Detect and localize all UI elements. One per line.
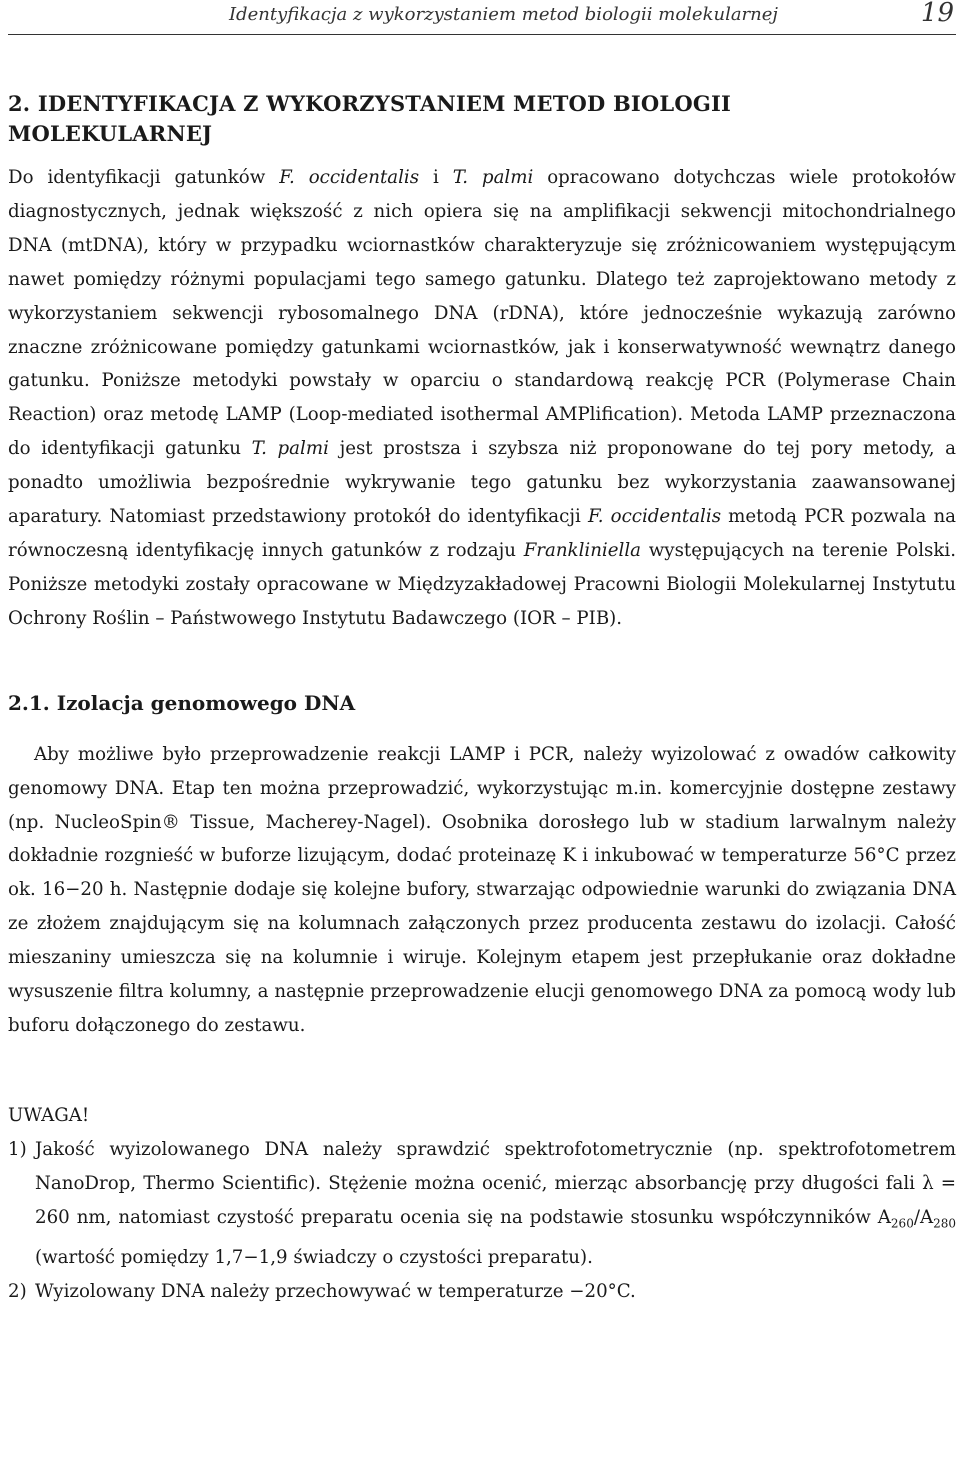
text-run: /A xyxy=(913,1206,934,1228)
subsection-heading: 2.1. Izolacja genomowego DNA xyxy=(8,690,356,715)
note-item xyxy=(8,1133,956,1275)
page-number: 19 xyxy=(920,0,954,28)
section-heading xyxy=(8,89,956,149)
genus-name: Frankliniella xyxy=(523,539,641,561)
text-run: metodą PCR pozwala na równoczesną identyfikację innych gatunków z rodzaju xyxy=(8,506,956,561)
note-number: 1) xyxy=(8,1138,27,1160)
note-number: 2) xyxy=(8,1281,27,1303)
intro-paragraph xyxy=(8,161,956,636)
text-run: Do identyfikacji gatunków xyxy=(8,167,280,188)
running-header-title: Identyfikacja z wykorzystaniem metod biologii molekularnej xyxy=(228,4,778,25)
section-heading-line1: 2. IDENTYFIKACJA Z WYKORZYSTANIEM METOD BIOLOGII xyxy=(8,91,732,116)
subscript: 260 xyxy=(890,1216,914,1231)
document-page xyxy=(8,0,956,1309)
text-run: Jakość wyizolowanego DNA należy sprawdzić spektrofotometrycznie (np. spektrofotometrem NanoDrop, Thermo Scientific). Stężenie można ocenić, mierząc absorbancję przy długości fali λ = 260 nm, natomiast czystość preparatu ocenia się na podstawie stosunku współczynników A xyxy=(35,1138,956,1228)
section-heading-line2: MOLEKULARNEJ xyxy=(8,121,213,146)
text-run: i xyxy=(419,167,453,188)
isolation-paragraph: Aby możliwe było przeprowadzenie reakcji LAMP i PCR, należy wyizolować z owadów całkowity genomowy DNA. Etap ten można przeprowadzić, wykorzystując m.in. komercyjnie dostępne zestawy (np. NucleoSpin® Tissue, Macherey-Nagel). Osobnika dorosłego lub w stadium larwalnym należy dokładnie rozgnieść w buforze lizującym, dodać proteinazę K i inkubować w temperaturze 56°C przez ok. 16−20 h. Następnie dodaje się kolejne bufory, stwarzając odpowiednie warunki do związania DNA ze złożem znajdującym się na kolumnach załączonych przez producenta zestawu do izolacji. Całość mieszaniny umieszcza się na kolumnie i wiruje. Kolejnym etapem jest przepłukanie oraz dokładne wysuszenie filtra kolumny, a następnie przeprowadzenie elucji genomowego DNA za pomocą wody lub buforu dołączonego do zestawu. xyxy=(8,743,956,1036)
note-item xyxy=(8,1275,956,1309)
text-run: Wyizolowany DNA należy przechowywać w temperaturze −20°C. xyxy=(35,1281,636,1303)
text-run: opracowano dotychczas wiele protokołów diagnostycznych, jednak większość z nich opiera się na amplifikacji sekwencji mitochondrialnego DNA (mtDNA), który w przypadku wciornastków charakteryzuje się zróżnicowaniem występującym nawet pomiędzy różnymi populacjami tego samego gatunku. Dlatego też zaprojektowano metody z wykorzystaniem sekwencji rybosomalnego DNA (rDNA), które jednocześnie wykazują zarówno znaczne zróżnicowane pomiędzy gatunkami wciornastków, jak i konserwatywność wewnątrz danego gatunku. Poniższe metodyki powstały w oparciu o standardową reakcję PCR (Polymerase Chain Reaction) oraz metodę LAMP (Loop-mediated isothermal AMPlification). Metoda LAMP przeznaczona do identyfikacji gatunku xyxy=(8,167,956,460)
running-header xyxy=(8,0,956,35)
note-label: UWAGA! xyxy=(8,1104,90,1126)
subscript: 280 xyxy=(933,1216,956,1231)
text-run: występujących na terenie Polski. Poniższe metodyki zostały opracowane w Międzyzakładowej Pracowni Biologii Molekularnej Instytutu Ochrony Roślin – Państwowego Instytutu Badawczego (IOR – PIB). xyxy=(8,539,956,629)
notes-list xyxy=(8,1133,956,1309)
species-name: F. occidentalis xyxy=(587,506,722,528)
text-run: (wartość pomiędzy 1,7−1,9 świadczy o czystości preparatu). xyxy=(35,1247,593,1269)
species-name: F. occidentalis xyxy=(279,167,420,188)
text-run: jest prostsza i szybsza niż proponowane do tej pory metody, a ponadto umożliwia bezpośrednie wykrywanie tego gatunku bez wykorzystania zaawansowanej aparatury. Natomiast przedstawiony protokół do identyfikacji xyxy=(8,438,956,528)
species-name: T. palmi xyxy=(452,167,534,188)
species-name: T. palmi xyxy=(251,438,329,460)
